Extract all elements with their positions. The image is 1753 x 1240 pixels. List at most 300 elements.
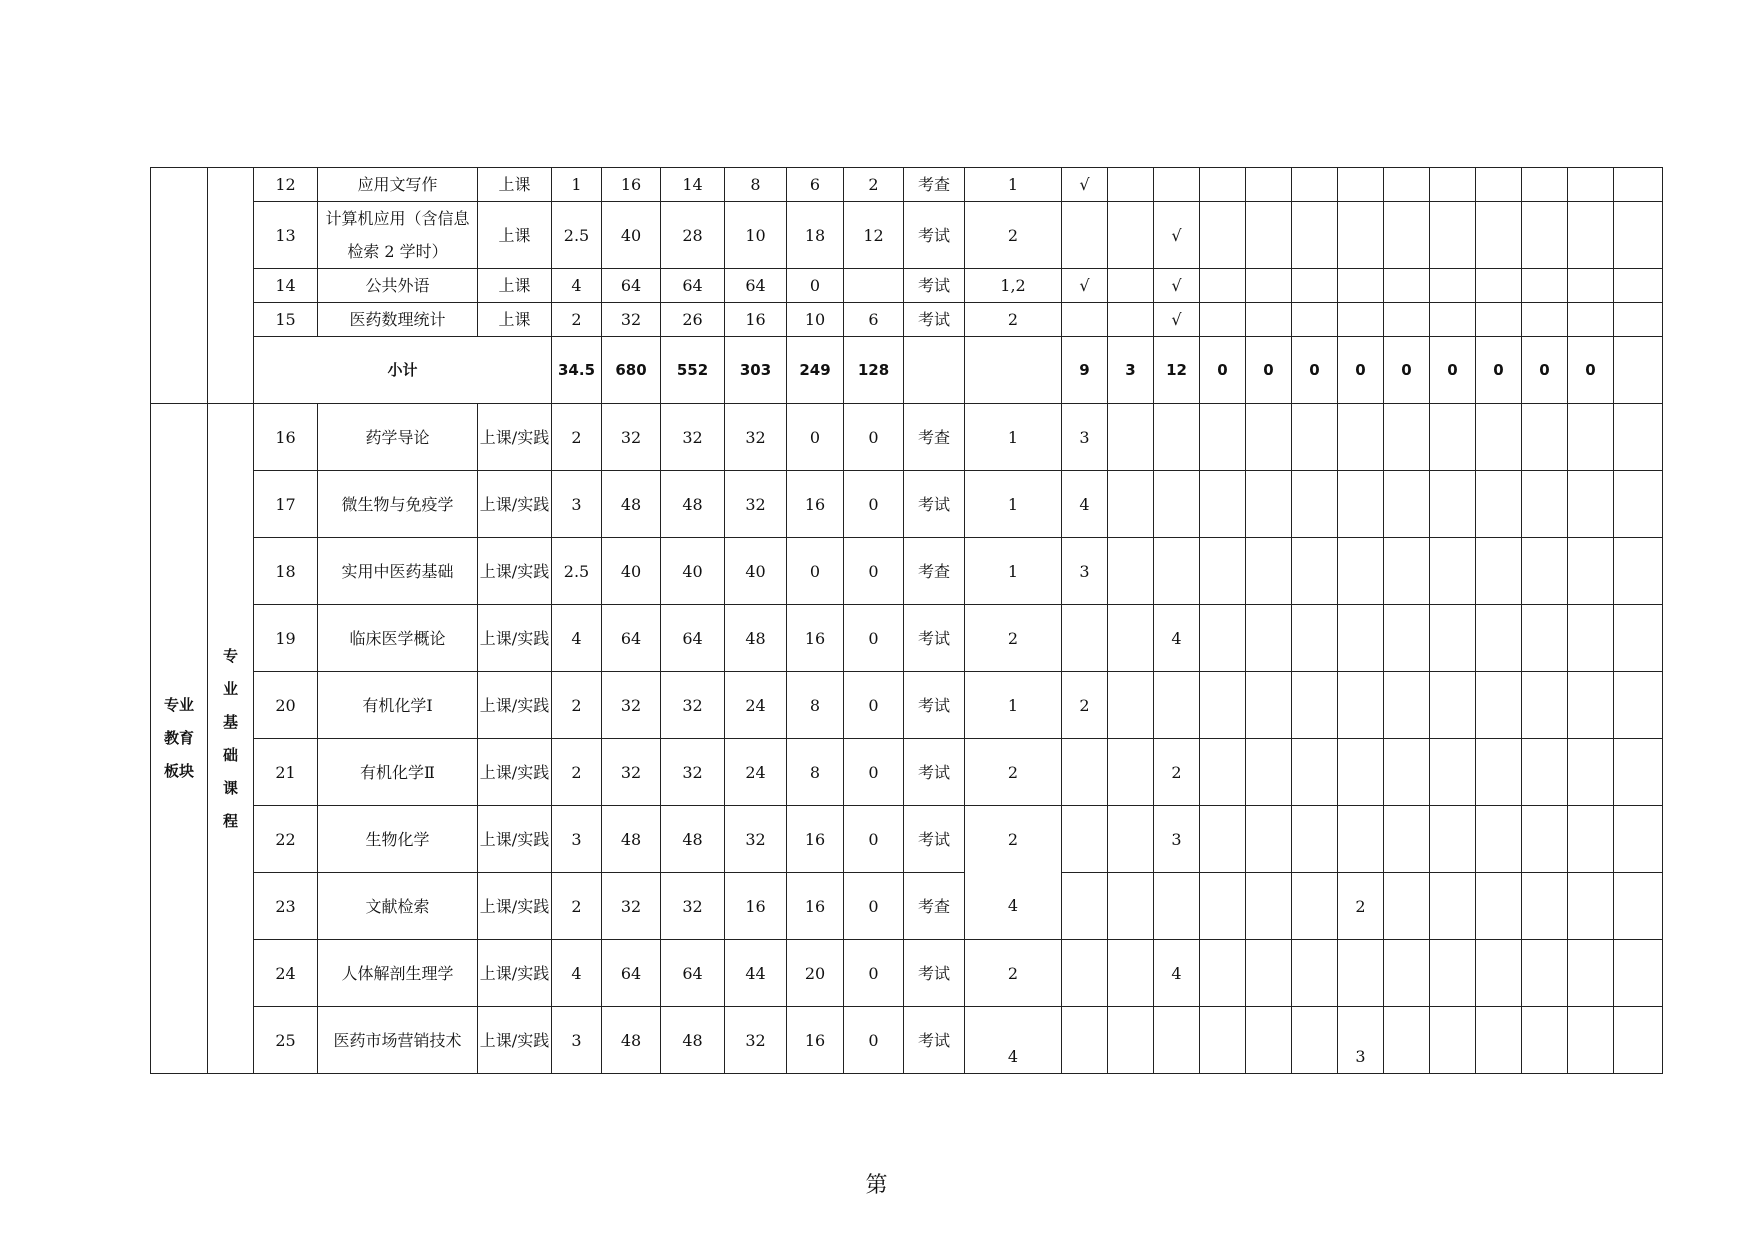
week-hours-cell (1108, 873, 1154, 940)
total-hours: 32 (602, 739, 661, 806)
course-name: 公共外语 (318, 269, 478, 303)
course-type: 上课 (478, 269, 552, 303)
week-hours-cell (1200, 873, 1246, 940)
week-hours-cell (1246, 538, 1292, 605)
total-hours: 64 (602, 605, 661, 672)
week-hours-cell (1614, 672, 1663, 739)
course-number: 14 (254, 269, 318, 303)
week-hours-cell: 3 (1062, 404, 1108, 471)
total-hours: 40 (602, 202, 661, 269)
subtotal-practice: 249 (787, 337, 844, 404)
credit: 2.5 (552, 202, 602, 269)
total-hours: 16 (602, 168, 661, 202)
week-hours-cell (1246, 202, 1292, 269)
semester: 1 (965, 404, 1062, 471)
practice-hours: 0 (787, 538, 844, 605)
week-hours-cell (1522, 940, 1568, 1007)
week-hours-cell (1476, 538, 1522, 605)
subtotal-total: 680 (602, 337, 661, 404)
week-hours-cell (1522, 672, 1568, 739)
week-hours-cell (1430, 739, 1476, 806)
week-hours-cell (1062, 873, 1108, 940)
week-hours-cell (1292, 739, 1338, 806)
table-row (151, 269, 1663, 303)
week-hours-cell (1522, 806, 1568, 873)
theory-hours: 48 (725, 605, 787, 672)
week-hours-cell (1200, 806, 1246, 873)
week-hours-cell (1476, 605, 1522, 672)
assessment-type: 考试 (904, 940, 965, 1007)
extra-hours: 0 (844, 940, 904, 1007)
table-row (151, 202, 1663, 269)
course-type (478, 605, 552, 672)
section-block-label (151, 404, 208, 1074)
course-name: 有机化学Ⅱ (318, 739, 478, 806)
semester: 2 (965, 605, 1062, 672)
practice-hours: 16 (787, 806, 844, 873)
week-hours-cell (1522, 1007, 1568, 1074)
week-hours-cell (1476, 940, 1522, 1007)
week-hours-cell (1338, 940, 1384, 1007)
plan-hours: 28 (661, 202, 725, 269)
total-hours: 48 (602, 1007, 661, 1074)
week-hours-cell: 3 (1338, 1007, 1384, 1074)
week-hours-cell (1522, 471, 1568, 538)
theory-hours: 40 (725, 538, 787, 605)
course-type-line: 上课/ (479, 695, 518, 715)
semester: 2 (965, 202, 1062, 269)
week-hours-cell (1384, 940, 1430, 1007)
course-type: 上课 (478, 202, 552, 269)
week-hours-cell (1338, 303, 1384, 337)
week-hours-cell (1108, 471, 1154, 538)
week-hours-cell (1154, 873, 1200, 940)
credit: 4 (552, 269, 602, 303)
subtotal-credit-line: 34. (557, 360, 585, 379)
course-name: 药学导论 (318, 404, 478, 471)
semester: 1 (965, 672, 1062, 739)
credit: 4 (552, 940, 602, 1007)
semester: 2 (965, 739, 1062, 806)
week-hours-cell (1384, 1007, 1430, 1074)
week-hours-cell (1614, 940, 1663, 1007)
week-hours-cell: √ (1154, 269, 1200, 303)
semester-line: 2 (1007, 830, 1019, 849)
week-hours-cell (1430, 202, 1476, 269)
week-hours-cell (1384, 202, 1430, 269)
subtotal-week-cell: 9 (1062, 337, 1108, 404)
week-hours-cell (1154, 471, 1200, 538)
week-hours-cell: √ (1154, 202, 1200, 269)
week-hours-cell (1108, 940, 1154, 1007)
table-row (151, 940, 1663, 1007)
week-hours-cell (1246, 1007, 1292, 1074)
course-number: 13 (254, 202, 318, 269)
plan-hours: 32 (661, 873, 725, 940)
extra-hours: 0 (844, 806, 904, 873)
course-name-line: 计算机应用（含信 (325, 209, 454, 228)
credit: 2 (552, 672, 602, 739)
assessment-type: 考试 (904, 202, 965, 269)
practice-hours: 6 (787, 168, 844, 202)
course-schedule-table (150, 167, 1663, 1074)
practice-hours: 20 (787, 940, 844, 1007)
subtotal-week-cell: 0 (1430, 337, 1476, 404)
course-name: 实用中医药基础 (318, 538, 478, 605)
week-hours-cell (1384, 806, 1430, 873)
course-type-line: 上课/ (479, 829, 518, 849)
total-hours: 32 (602, 404, 661, 471)
plan-hours: 40 (661, 538, 725, 605)
week-hours-cell (1292, 471, 1338, 538)
week-hours-cell (1476, 404, 1522, 471)
week-hours-cell (1108, 168, 1154, 202)
course-type: 上课 (478, 303, 552, 337)
course-name (318, 202, 478, 269)
week-hours-cell (1108, 404, 1154, 471)
subtotal-credit (552, 337, 602, 404)
table-row (151, 404, 1663, 471)
week-hours-cell (1108, 538, 1154, 605)
week-hours-cell (1476, 471, 1522, 538)
week-hours-cell (1246, 940, 1292, 1007)
course-name: 文献检索 (318, 873, 478, 940)
theory-hours: 16 (725, 873, 787, 940)
plan-hours: 32 (661, 672, 725, 739)
course-type-line: 上课/ (479, 963, 518, 983)
week-hours-cell (1430, 404, 1476, 471)
week-hours-cell (1062, 605, 1108, 672)
plan-hours: 64 (661, 269, 725, 303)
week-hours-cell (1200, 672, 1246, 739)
week-hours-cell (1292, 806, 1338, 873)
category-char: 基 (222, 712, 238, 731)
course-type-line: 实践 (517, 829, 550, 849)
category-char: 课 (222, 778, 238, 797)
week-hours-cell (1522, 538, 1568, 605)
week-hours-cell (1292, 940, 1338, 1007)
category-cell (208, 168, 254, 404)
subtotal-extra: 128 (844, 337, 904, 404)
assessment-type: 考查 (904, 404, 965, 471)
subtotal-week-cell: 0 (1476, 337, 1522, 404)
course-number: 25 (254, 1007, 318, 1074)
week-hours-cell (1384, 739, 1430, 806)
week-hours-cell (1384, 873, 1430, 940)
week-hours-cell (1154, 538, 1200, 605)
course-type (478, 538, 552, 605)
credit: 2 (552, 404, 602, 471)
section-block-line: 教育 (163, 729, 194, 747)
extra-hours: 0 (844, 605, 904, 672)
semester (965, 806, 1062, 940)
course-type-line: 上课/ (479, 494, 518, 514)
week-hours-cell (1062, 739, 1108, 806)
theory-hours: 24 (725, 672, 787, 739)
table-row (151, 471, 1663, 538)
week-hours-cell (1522, 168, 1568, 202)
week-hours-cell (1200, 471, 1246, 538)
subtotal-week-cell: 0 (1246, 337, 1292, 404)
course-name: 微生物与免疫学 (318, 471, 478, 538)
week-hours-cell (1384, 672, 1430, 739)
week-hours-cell (1108, 202, 1154, 269)
subtotal-week-cell: 0 (1568, 337, 1614, 404)
semester-line: 4 (1007, 896, 1019, 915)
category-char: 础 (222, 745, 238, 764)
week-hours-cell (1246, 404, 1292, 471)
total-hours: 32 (602, 303, 661, 337)
table-row (151, 538, 1663, 605)
week-hours-cell (1338, 739, 1384, 806)
week-hours-cell (1430, 538, 1476, 605)
week-hours-cell (1246, 739, 1292, 806)
week-hours-cell (1522, 303, 1568, 337)
table-row (151, 1007, 1663, 1074)
plan-hours: 32 (661, 404, 725, 471)
week-hours-cell (1108, 672, 1154, 739)
week-hours-cell (1522, 269, 1568, 303)
week-hours-cell (1614, 471, 1663, 538)
extra-hours: 0 (844, 404, 904, 471)
subtotal-row (151, 337, 1663, 404)
plan-hours: 14 (661, 168, 725, 202)
week-hours-cell (1568, 269, 1614, 303)
week-hours-cell (1614, 806, 1663, 873)
course-type-line: 实践 (517, 494, 550, 514)
course-type-line: 实践 (517, 561, 550, 581)
week-hours-cell (1614, 873, 1663, 940)
week-hours-cell (1568, 471, 1614, 538)
theory-hours: 32 (725, 1007, 787, 1074)
week-hours-cell (1430, 672, 1476, 739)
week-hours-cell (1614, 303, 1663, 337)
course-number: 15 (254, 303, 318, 337)
week-hours-cell (1568, 940, 1614, 1007)
week-hours-cell (1614, 739, 1663, 806)
week-hours-cell (1614, 404, 1663, 471)
plan-hours: 48 (661, 806, 725, 873)
total-hours: 64 (602, 269, 661, 303)
course-type (478, 873, 552, 940)
course-name: 应用文写作 (318, 168, 478, 202)
section-block-line: 专业 (163, 696, 194, 714)
extra-hours: 12 (844, 202, 904, 269)
semester: 4 (965, 1007, 1062, 1074)
week-hours-cell (1568, 404, 1614, 471)
week-hours-cell (1476, 269, 1522, 303)
semester: 1 (965, 168, 1062, 202)
week-hours-cell (1568, 303, 1614, 337)
course-type-line: 实践 (517, 628, 550, 648)
plan-hours: 64 (661, 605, 725, 672)
week-hours-cell (1522, 202, 1568, 269)
week-hours-cell (1062, 303, 1108, 337)
week-hours-cell (1614, 202, 1663, 269)
extra-hours: 0 (844, 739, 904, 806)
week-hours-cell (1154, 404, 1200, 471)
week-hours-cell (1154, 1007, 1200, 1074)
theory-hours: 10 (725, 202, 787, 269)
assessment-type: 考试 (904, 739, 965, 806)
course-name: 人体解剖生理学 (318, 940, 478, 1007)
week-hours-cell (1338, 202, 1384, 269)
week-hours-cell (1614, 269, 1663, 303)
week-hours-cell (1200, 303, 1246, 337)
subtotal-week-cell: 0 (1338, 337, 1384, 404)
course-type (478, 1007, 552, 1074)
week-hours-cell (1338, 672, 1384, 739)
week-hours-cell (1384, 168, 1430, 202)
week-hours-cell (1384, 471, 1430, 538)
total-hours: 32 (602, 672, 661, 739)
week-hours-cell (1476, 202, 1522, 269)
course-number: 21 (254, 739, 318, 806)
week-hours-cell (1568, 1007, 1614, 1074)
plan-hours: 48 (661, 1007, 725, 1074)
week-hours-cell: √ (1154, 303, 1200, 337)
week-hours-cell (1154, 672, 1200, 739)
table-row (151, 806, 1663, 873)
week-hours-cell (1614, 538, 1663, 605)
week-hours-cell (1108, 806, 1154, 873)
category-char: 程 (222, 811, 238, 830)
practice-hours: 16 (787, 1007, 844, 1074)
subtotal-week-cell (1614, 337, 1663, 404)
week-hours-cell: 4 (1154, 940, 1200, 1007)
extra-hours: 0 (844, 538, 904, 605)
total-hours: 48 (602, 806, 661, 873)
course-type (478, 404, 552, 471)
semester: 2 (965, 940, 1062, 1007)
week-hours-cell (1292, 538, 1338, 605)
subtotal-theory: 303 (725, 337, 787, 404)
semester-line (965, 856, 1061, 889)
week-hours-cell (1200, 1007, 1246, 1074)
course-type-line: 实践 (517, 695, 550, 715)
theory-hours: 44 (725, 940, 787, 1007)
assessment-type: 考试 (904, 303, 965, 337)
course-type-line: 实践 (517, 1030, 550, 1050)
course-number: 23 (254, 873, 318, 940)
week-hours-cell (1338, 605, 1384, 672)
week-hours-cell (1246, 303, 1292, 337)
week-hours-cell (1476, 806, 1522, 873)
course-number: 16 (254, 404, 318, 471)
course-type-line: 上课/ (479, 762, 518, 782)
week-hours-cell (1430, 940, 1476, 1007)
semester: 1 (965, 538, 1062, 605)
course-type-line: 实践 (517, 963, 550, 983)
course-number: 18 (254, 538, 318, 605)
week-hours-cell (1200, 739, 1246, 806)
practice-hours: 0 (787, 269, 844, 303)
week-hours-cell (1246, 168, 1292, 202)
course-type-line: 实践 (517, 896, 550, 916)
week-hours-cell (1108, 1007, 1154, 1074)
week-hours-cell (1292, 605, 1338, 672)
credit: 2 (552, 303, 602, 337)
section-block-line: 板块 (163, 762, 194, 780)
credit: 3 (552, 1007, 602, 1074)
table-row (151, 303, 1663, 337)
week-hours-cell (1200, 538, 1246, 605)
practice-hours: 10 (787, 303, 844, 337)
week-hours-cell (1384, 269, 1430, 303)
practice-hours: 0 (787, 404, 844, 471)
subtotal-week-cell: 0 (1522, 337, 1568, 404)
week-hours-cell: 2 (1062, 672, 1108, 739)
assessment-type: 考查 (904, 168, 965, 202)
extra-hours: 0 (844, 471, 904, 538)
week-hours-cell (1568, 873, 1614, 940)
week-hours-cell (1568, 538, 1614, 605)
week-hours-cell (1062, 202, 1108, 269)
extra-hours: 6 (844, 303, 904, 337)
week-hours-cell (1476, 873, 1522, 940)
practice-hours: 18 (787, 202, 844, 269)
total-hours: 48 (602, 471, 661, 538)
week-hours-cell (1292, 168, 1338, 202)
table-row (151, 739, 1663, 806)
week-hours-cell (1568, 605, 1614, 672)
table-row (151, 873, 1663, 940)
week-hours-cell (1108, 303, 1154, 337)
course-type (478, 940, 552, 1007)
subtotal-week-cell: 0 (1292, 337, 1338, 404)
extra-hours: 2 (844, 168, 904, 202)
week-hours-cell (1430, 471, 1476, 538)
week-hours-cell (1338, 471, 1384, 538)
assessment-type: 考试 (904, 672, 965, 739)
week-hours-cell (1430, 806, 1476, 873)
week-hours-cell (1246, 605, 1292, 672)
week-hours-cell (1476, 168, 1522, 202)
week-hours-cell (1108, 739, 1154, 806)
course-name: 医药数理统计 (318, 303, 478, 337)
plan-hours: 48 (661, 471, 725, 538)
course-type (478, 739, 552, 806)
course-type (478, 471, 552, 538)
subtotal-assess-empty (904, 337, 965, 404)
course-name: 生物化学 (318, 806, 478, 873)
credit: 3 (552, 806, 602, 873)
course-number: 22 (254, 806, 318, 873)
subtotal-label: 小计 (254, 337, 552, 404)
table-row (151, 168, 1663, 202)
week-hours-cell (1430, 269, 1476, 303)
theory-hours: 32 (725, 471, 787, 538)
week-hours-cell (1338, 806, 1384, 873)
week-hours-cell (1154, 168, 1200, 202)
week-hours-cell (1200, 269, 1246, 303)
subtotal-week-cell: 0 (1384, 337, 1430, 404)
total-hours: 40 (602, 538, 661, 605)
week-hours-cell (1292, 303, 1338, 337)
week-hours-cell (1568, 739, 1614, 806)
week-hours-cell (1476, 672, 1522, 739)
week-hours-cell (1430, 303, 1476, 337)
course-type (478, 672, 552, 739)
subtotal-week-cell: 12 (1154, 337, 1200, 404)
week-hours-cell (1522, 404, 1568, 471)
theory-hours: 8 (725, 168, 787, 202)
semester: 1,2 (965, 269, 1062, 303)
week-hours-cell (1246, 471, 1292, 538)
week-hours-cell (1292, 404, 1338, 471)
course-number: 12 (254, 168, 318, 202)
credit: 1 (552, 168, 602, 202)
